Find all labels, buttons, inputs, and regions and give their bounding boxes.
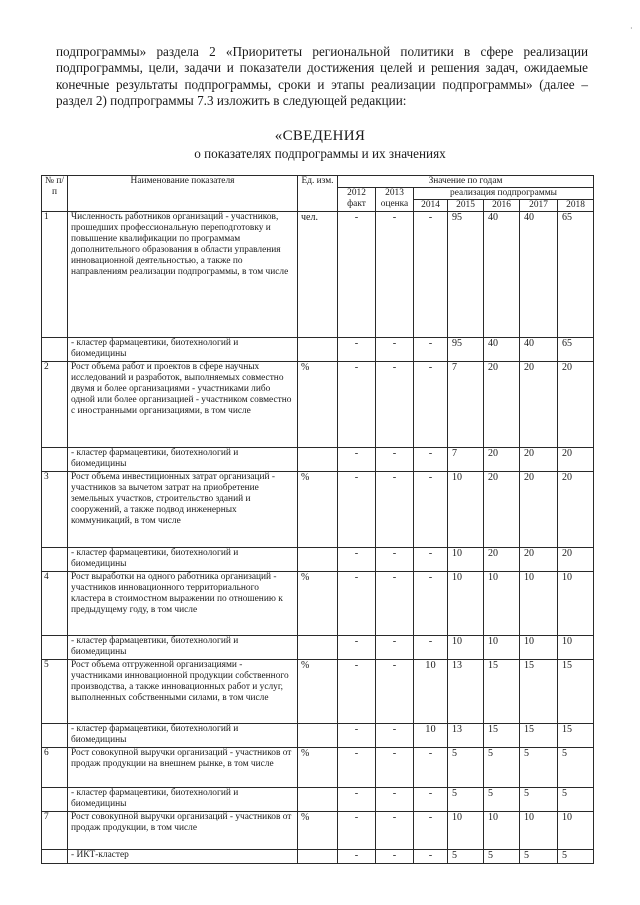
values-group-header: Значение по годам (338, 176, 594, 188)
table-row (42, 748, 594, 788)
value-cell: - (338, 448, 376, 472)
value-cell: 65 (558, 212, 594, 338)
value-cell: 20 (558, 362, 594, 448)
value-cell: - (376, 850, 414, 864)
indicator-name-cell: Численность работников организаций - участников, прошедших профессиональную переподготовку и повышение квалификации по программам дополнительного образования в области управления инновационной деятельностью, а также по направлениям реализации подпрограммы, в том числе (68, 212, 298, 338)
col-2017-header: 2017 (520, 200, 558, 212)
unit-cell (298, 788, 338, 812)
value-cell: 40 (520, 338, 558, 362)
row-num-cell: 1 (42, 212, 68, 338)
value-cell: 5 (484, 788, 520, 812)
value-cell: 20 (558, 448, 594, 472)
value-cell: 20 (484, 472, 520, 548)
unit-cell (298, 548, 338, 572)
col-num-header: № п/п (42, 176, 68, 212)
value-cell: - (376, 212, 414, 338)
table-row (42, 212, 594, 338)
value-cell: 10 (414, 660, 448, 724)
value-cell: - (338, 748, 376, 788)
col-name-header: Наименование показателя (68, 176, 298, 212)
unit-cell (298, 448, 338, 472)
value-cell: - (376, 548, 414, 572)
value-cell: - (414, 448, 448, 472)
col-2013-header (376, 188, 414, 212)
unit-cell (298, 724, 338, 748)
value-cell: - (414, 548, 448, 572)
value-cell: - (414, 748, 448, 788)
indicator-name-cell: - кластер фармацевтики, биотехнологий и биомедицины (68, 448, 298, 472)
value-cell: 5 (558, 748, 594, 788)
col-2013-year: 2013 (385, 188, 404, 198)
col-2015-header: 2015 (448, 200, 484, 212)
value-cell: - (338, 472, 376, 548)
unit-cell: чел. (298, 212, 338, 338)
value-cell: 10 (448, 472, 484, 548)
value-cell: - (414, 850, 448, 864)
table-row (42, 448, 594, 472)
value-cell: 5 (484, 748, 520, 788)
doc-title: «СВЕДЕНИЯ (274, 128, 366, 144)
value-cell: 15 (558, 724, 594, 748)
value-cell: - (338, 548, 376, 572)
value-cell: 20 (520, 472, 558, 548)
indicator-name-cell: - кластер фармацевтики, биотехнологий и биомедицины (68, 548, 298, 572)
row-num-cell: 5 (42, 660, 68, 724)
value-cell: - (376, 472, 414, 548)
value-cell: 10 (558, 572, 594, 636)
value-cell: 10 (448, 548, 484, 572)
indicator-name-cell: - кластер фармацевтики, биотехнологий и биомедицины (68, 338, 298, 362)
table-row (42, 572, 594, 636)
value-cell: 40 (484, 212, 520, 338)
table-body (42, 212, 594, 864)
row-num-cell: 4 (42, 572, 68, 636)
value-cell: 5 (558, 850, 594, 864)
value-cell: 20 (558, 472, 594, 548)
value-cell: 40 (520, 212, 558, 338)
value-cell: 5 (558, 788, 594, 812)
col-unit-header: Ед. изм. (298, 176, 338, 212)
value-cell: - (338, 660, 376, 724)
value-cell: 15 (484, 724, 520, 748)
row-num-cell (42, 850, 68, 864)
value-cell: - (414, 636, 448, 660)
value-cell: 15 (520, 724, 558, 748)
indicator-name-cell: Рост объема отгруженной организациями - участниками инновационной продукции собственного производства, а также инновационных работ и услуг, выполненных собственными силами, в том числе (68, 660, 298, 724)
indicator-name-cell: Рост совокупной выручки организаций - участников от продаж продукции, в том числе (68, 812, 298, 850)
table-row (42, 636, 594, 660)
indicator-name-cell: Рост объема инвестиционных затрат организаций - участников за вычетом затрат на приобретение земельных участков, строительство зданий и сооружений, а также подвод инженерных коммуникаций, в том числе (68, 472, 298, 548)
value-cell: 20 (484, 448, 520, 472)
value-cell: - (338, 636, 376, 660)
value-cell: 10 (414, 724, 448, 748)
value-cell: - (376, 660, 414, 724)
value-cell: - (376, 788, 414, 812)
value-cell: - (338, 850, 376, 864)
value-cell: 15 (558, 660, 594, 724)
value-cell: - (338, 812, 376, 850)
value-cell: 5 (520, 748, 558, 788)
value-cell: 7 (448, 448, 484, 472)
value-cell: 20 (520, 448, 558, 472)
table-row (42, 472, 594, 548)
unit-cell: % (298, 572, 338, 636)
value-cell: 10 (448, 572, 484, 636)
value-cell: 20 (484, 362, 520, 448)
value-cell: - (414, 788, 448, 812)
row-num-cell: 7 (42, 812, 68, 850)
realization-group-header: реализация подпрограммы (414, 188, 594, 200)
col-2012-header (338, 188, 376, 212)
value-cell: 5 (448, 748, 484, 788)
unit-cell: % (298, 812, 338, 850)
unit-cell: % (298, 362, 338, 448)
value-cell: 20 (520, 548, 558, 572)
value-cell: 10 (520, 636, 558, 660)
row-num-cell (42, 338, 68, 362)
value-cell: 5 (448, 850, 484, 864)
value-cell: - (376, 724, 414, 748)
row-num-cell: 6 (42, 748, 68, 788)
value-cell: 40 (484, 338, 520, 362)
table-row (42, 548, 594, 572)
indicator-name-cell: - кластер фармацевтики, биотехнологий и биомедицины (68, 636, 298, 660)
value-cell: 10 (484, 636, 520, 660)
unit-cell: % (298, 748, 338, 788)
value-cell: 5 (484, 850, 520, 864)
indicator-name-cell: - ИКТ-кластер (68, 850, 298, 864)
table-row (42, 338, 594, 362)
value-cell: 10 (558, 636, 594, 660)
value-cell: 95 (448, 212, 484, 338)
col-2013-sub: оценка (380, 199, 409, 209)
value-cell: 13 (448, 724, 484, 748)
value-cell: 15 (484, 660, 520, 724)
unit-cell: % (298, 660, 338, 724)
value-cell: - (376, 748, 414, 788)
value-cell: - (414, 812, 448, 850)
value-cell: 10 (448, 636, 484, 660)
indicator-name-cell: Рост совокупной выручки организаций - участников от продаж продукции на внешнем рынке, в том числе (68, 748, 298, 788)
indicators-table (41, 175, 594, 864)
value-cell: - (376, 636, 414, 660)
unit-cell (298, 338, 338, 362)
value-cell: 10 (448, 812, 484, 850)
value-cell: - (376, 572, 414, 636)
row-num-cell (42, 448, 68, 472)
value-cell: 5 (520, 850, 558, 864)
doc-subtitle: о показателях подпрограммы и их значениях (194, 146, 446, 161)
value-cell: 10 (558, 812, 594, 850)
value-cell: - (338, 338, 376, 362)
scan-mark: · (630, 24, 633, 33)
value-cell: - (414, 362, 448, 448)
value-cell: - (338, 362, 376, 448)
value-cell: - (376, 448, 414, 472)
value-cell: - (414, 472, 448, 548)
indicator-name-cell: Рост выработки на одного работника организаций - участников инновационного территориального кластера в стоимостном выражении по отношению к предыдущему году, в том числе (68, 572, 298, 636)
unit-cell: % (298, 472, 338, 548)
value-cell: - (376, 812, 414, 850)
value-cell: - (338, 788, 376, 812)
value-cell: 10 (484, 812, 520, 850)
value-cell: 20 (558, 548, 594, 572)
table-row (42, 362, 594, 448)
value-cell: 10 (520, 812, 558, 850)
value-cell: - (338, 572, 376, 636)
value-cell: 10 (520, 572, 558, 636)
row-num-cell: 3 (42, 472, 68, 548)
row-num-cell (42, 636, 68, 660)
intro-paragraph: подпрограммы» раздела 2 «Приоритеты региональной политики в сфере реализации подпрограммы, цели, задачи и показатели достижения целей и решения задач, ожидаемые конечные результаты подпрограммы, сроки и этапы реализации подпрограммы» (далее – раздел 2) подпрограммы 7.3 изложить в следующей редакции: (56, 44, 588, 109)
row-num-cell: 2 (42, 362, 68, 448)
col-2018-header: 2018 (558, 200, 594, 212)
unit-cell (298, 850, 338, 864)
value-cell: 7 (448, 362, 484, 448)
value-cell: - (414, 212, 448, 338)
table-row (42, 850, 594, 864)
value-cell: 10 (484, 572, 520, 636)
table-row (42, 788, 594, 812)
value-cell: 15 (520, 660, 558, 724)
value-cell: 5 (520, 788, 558, 812)
indicator-name-cell: Рост объема работ и проектов в сфере научных исследований и разработок, выполняемых совместно двумя и более организациями - участниками либо одной или более организацией - участником совместно с иностранными организациями, в том числе (68, 362, 298, 448)
table-row (42, 812, 594, 850)
value-cell: 20 (484, 548, 520, 572)
indicator-name-cell: - кластер фармацевтики, биотехнологий и биомедицины (68, 724, 298, 748)
value-cell: 13 (448, 660, 484, 724)
value-cell: - (414, 572, 448, 636)
row-num-cell (42, 788, 68, 812)
value-cell: - (338, 212, 376, 338)
col-2012-year: 2012 (347, 188, 366, 198)
value-cell: - (338, 724, 376, 748)
value-cell: 95 (448, 338, 484, 362)
col-2012-sub: факт (347, 199, 366, 209)
row-num-cell (42, 724, 68, 748)
unit-cell (298, 636, 338, 660)
table-row (42, 724, 594, 748)
col-2014-header: 2014 (414, 200, 448, 212)
value-cell: - (414, 338, 448, 362)
value-cell: - (376, 362, 414, 448)
indicator-name-cell: - кластер фармацевтики, биотехнологий и биомедицины (68, 788, 298, 812)
value-cell: - (376, 338, 414, 362)
col-2016-header: 2016 (484, 200, 520, 212)
value-cell: 5 (448, 788, 484, 812)
value-cell: 20 (520, 362, 558, 448)
row-num-cell (42, 548, 68, 572)
value-cell: 65 (558, 338, 594, 362)
table-row (42, 660, 594, 724)
